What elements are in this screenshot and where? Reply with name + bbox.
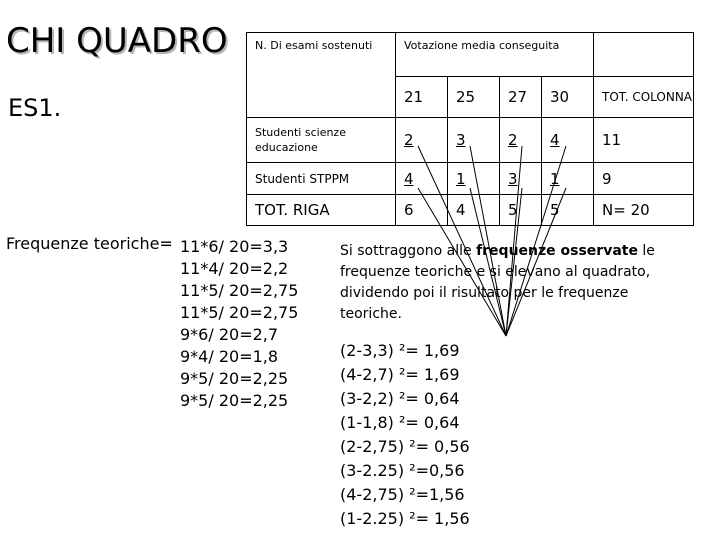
explanation-part2: le frequenze teoriche e si elevano al quadrato, dividendo poi il risultato per le frequenze teoriche. (340, 243, 655, 322)
column-total: 4 (448, 195, 500, 226)
calculation-item: (1-1,8) ²= 0,64 (340, 413, 460, 432)
column-total: 5 (542, 195, 594, 226)
score-header: 30 (542, 77, 594, 118)
frequenza-item: 11*5/ 20=2,75 (180, 303, 299, 322)
explanation-part1: Si sottraggono alle (340, 243, 477, 259)
calculation-item: (2-2,75) ²= 0,56 (340, 437, 470, 456)
frequenze-label: Frequenze teoriche= (6, 234, 173, 253)
row-label: Studenti STPPM (247, 163, 396, 195)
row-label: TOT. RIGA (247, 195, 396, 226)
observed-cell: 2 (500, 118, 542, 163)
header-empty (594, 33, 694, 77)
frequenza-item: 9*4/ 20=1,8 (180, 347, 279, 366)
total-column-header: TOT. COLONNA (594, 77, 694, 118)
calculation-item: (1-2.25) ²= 1,56 (340, 509, 470, 528)
score-header: 27 (500, 77, 542, 118)
observed-cell: 3 (500, 163, 542, 195)
exercise-label: ES1. (8, 94, 62, 122)
grand-total: N= 20 (594, 195, 694, 226)
contingency-table (246, 32, 694, 226)
frequenza-item: 11*6/ 20=3,3 (180, 237, 289, 256)
column-total: 6 (396, 195, 448, 226)
observed-cell: 2 (396, 118, 448, 163)
observed-cell: 4 (396, 163, 448, 195)
score-header: 25 (448, 77, 500, 118)
calculation-item: (4-2,7) ²= 1,69 (340, 365, 460, 384)
frequenza-item: 11*4/ 20=2,2 (180, 259, 289, 278)
header-votazione: Votazione media conseguita (396, 33, 594, 77)
row-total: 9 (594, 163, 694, 195)
frequenza-item: 11*5/ 20=2,75 (180, 281, 299, 300)
calculation-item: (2-3,3) ²= 1,69 (340, 341, 460, 360)
row-total: 11 (594, 118, 694, 163)
calculation-item: (3-2.25) ²=0,56 (340, 461, 465, 480)
header-exams: N. Di esami sostenuti (247, 33, 396, 118)
observed-cell: 3 (448, 118, 500, 163)
observed-cell: 4 (542, 118, 594, 163)
row-label: Studenti scienze educazione (247, 118, 396, 163)
explanation-text (340, 241, 680, 325)
frequenza-item: 9*5/ 20=2,25 (180, 391, 289, 410)
calculation-item: (3-2,2) ²= 0,64 (340, 389, 460, 408)
calculation-list (340, 339, 470, 531)
column-total: 5 (500, 195, 542, 226)
calculation-item: (4-2,75) ²=1,56 (340, 485, 465, 504)
observed-cell: 1 (542, 163, 594, 195)
observed-cell: 1 (448, 163, 500, 195)
score-header: 21 (396, 77, 448, 118)
explanation-bold: frequenze osservate (476, 243, 638, 259)
slide-title: CHI QUADRO (6, 21, 228, 61)
frequenza-item: 9*5/ 20=2,25 (180, 369, 289, 388)
frequenza-item: 9*6/ 20=2,7 (180, 325, 279, 344)
frequenze-list (180, 236, 298, 412)
